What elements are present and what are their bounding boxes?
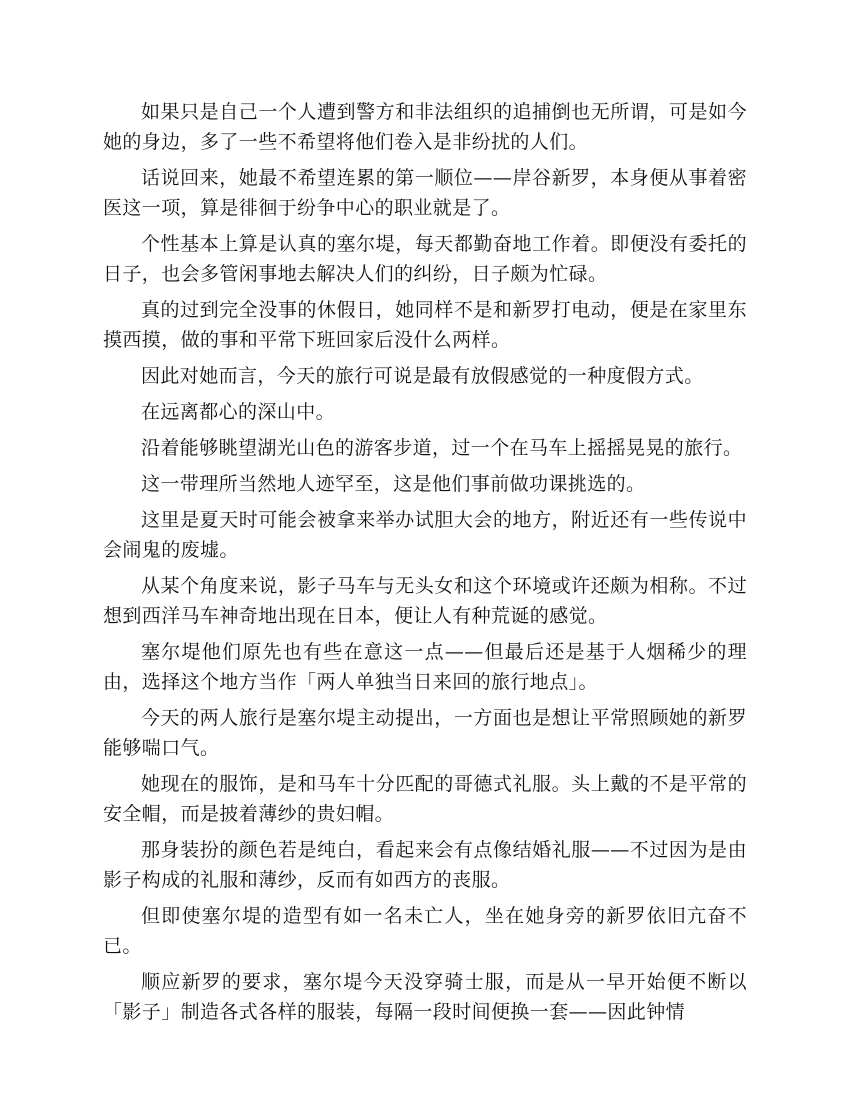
paragraph: 这一带理所当然地人迹罕至，这是他们事前做功课挑选的。 bbox=[141, 473, 646, 495]
paragraph: 塞尔堤他们原先也有些在意这一点——但最后还是基于人烟稀少的理由，选择这个地方当作「两人单独当日来回的旅行地点」。 bbox=[103, 641, 747, 693]
paragraph: 她现在的服饰，是和马车十分匹配的哥德式礼服。头上戴的不是平常的安全帽，而是披着薄纱的贵妇帽。 bbox=[103, 773, 747, 825]
paragraph: 那身装扮的颜色若是纯白，看起来会有点像结婚礼服——不过因为是由影子构成的礼服和薄纱，反而有如西方的丧服。 bbox=[103, 839, 747, 891]
paragraph: 但即使塞尔堤的造型有如一名未亡人，坐在她身旁的新罗依旧亢奋不已。 bbox=[103, 905, 747, 957]
paragraph: 在远离都心的深山中。 bbox=[141, 401, 336, 423]
body-text bbox=[103, 97, 747, 1033]
paragraph: 沿着能够眺望湖光山色的游客步道，过一个在马车上摇摇晃晃的旅行。 bbox=[141, 437, 743, 459]
paragraph: 因此对她而言，今天的旅行可说是最有放假感觉的一种度假方式。 bbox=[141, 365, 704, 387]
paragraph: 真的过到完全没事的休假日，她同样不是和新罗打电动，便是在家里东摸西摸，做的事和平常下班回家后没什么两样。 bbox=[103, 299, 747, 351]
paragraph: 从某个角度来说，影子马车与无头女和这个环境或许还颇为相称。不过想到西洋马车神奇地出现在日本，便让人有种荒诞的感觉。 bbox=[103, 575, 747, 627]
paragraph: 个性基本上算是认真的塞尔堤，每天都勤奋地工作着。即便没有委托的日子，也会多管闲事地去解决人们的纠纷，日子颇为忙碌。 bbox=[103, 233, 747, 285]
paragraph: 今天的两人旅行是塞尔堤主动提出，一方面也是想让平常照顾她的新罗能够喘口气。 bbox=[103, 707, 747, 759]
paragraph: 顺应新罗的要求，塞尔堤今天没穿骑士服，而是从一早开始便不断以「影子」制造各式各样的服装，每隔一段时间便换一套——因此钟情 bbox=[103, 971, 747, 1023]
paragraph: 这里是夏天时可能会被拿来举办试胆大会的地方，附近还有一些传说中会闹鬼的废墟。 bbox=[103, 509, 747, 561]
paragraph: 话说回来，她最不希望连累的第一顺位——岸谷新罗，本身便从事着密医这一项，算是徘徊于纷争中心的职业就是了。 bbox=[103, 167, 747, 219]
paragraph: 如果只是自己一个人遭到警方和非法组织的追捕倒也无所谓，可是如今她的身边，多了一些不希望将他们卷入是非纷扰的人们。 bbox=[103, 101, 747, 153]
